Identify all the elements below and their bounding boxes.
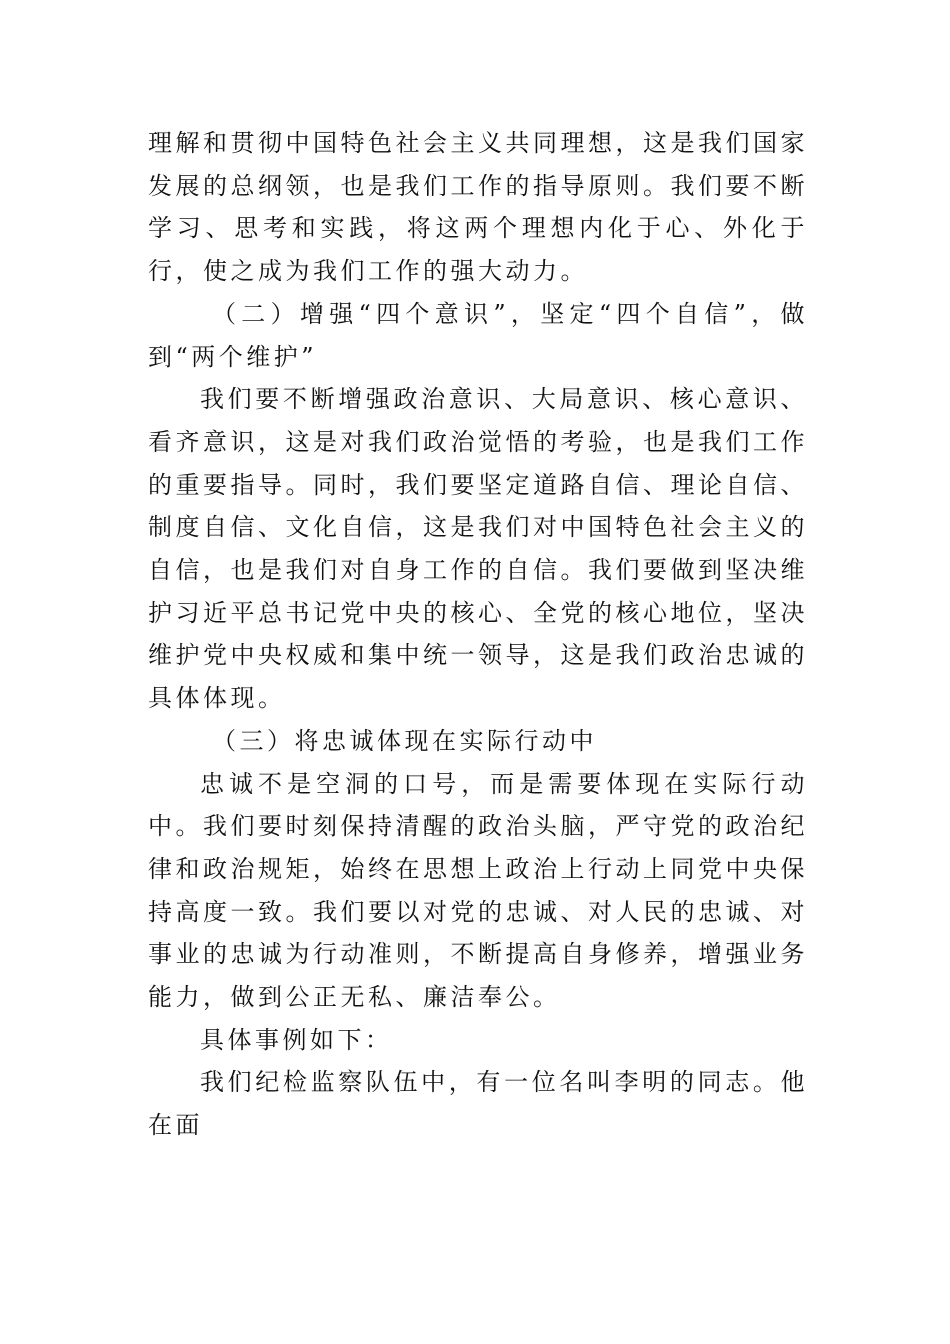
- paragraph-continuation: 理解和贯彻中国特色社会主义共同理想，这是我们国家发展的总纲领，也是我们工作的指导原则。我们要不断学习、思考和实践，将这两个理想内化于心、外化于行，使之成为我们工作的强大动力。: [148, 129, 808, 286]
- section-heading-three: （三）将忠诚体现在实际行动中: [212, 726, 597, 755]
- section-heading-two: （二）增强“四个意识”，坚定“四个自信”，做到“两个维护”: [148, 299, 808, 371]
- document-body: [148, 122, 808, 1147]
- paragraph-loyalty-action: 忠诚不是空洞的口号，而是需要体现在实际行动中。我们要时刻保持清醒的政治头脑，严守党的政治纪律和政治规矩，始终在思想上政治上行动上同党中央保持高度一致。我们要以对党的忠诚、对人民的忠诚、对事业的忠诚为行动准则，不断提高自身修养，增强业务能力，做到公正无私、廉洁奉公。: [148, 769, 808, 1012]
- paragraph-example-liming: 我们纪检监察队伍中，有一位名叫李明的同志。他在面: [148, 1068, 808, 1140]
- paragraph-examples-intro: 具体事例如下：: [200, 1025, 393, 1054]
- paragraph-four-consciousness: 我们要不断增强政治意识、大局意识、核心意识、看齐意识，这是对我们政治觉悟的考验，也是我们工作的重要指导。同时，我们要坚定道路自信、理论自信、制度自信、文化自信，这是我们对中国特色社会主义的自信，也是我们对自身工作的自信。我们要做到坚决维护习近平总书记党中央的核心、全党的核心地位，坚决维护党中央权威和集中统一领导，这是我们政治忠诚的具体体现。: [148, 385, 808, 713]
